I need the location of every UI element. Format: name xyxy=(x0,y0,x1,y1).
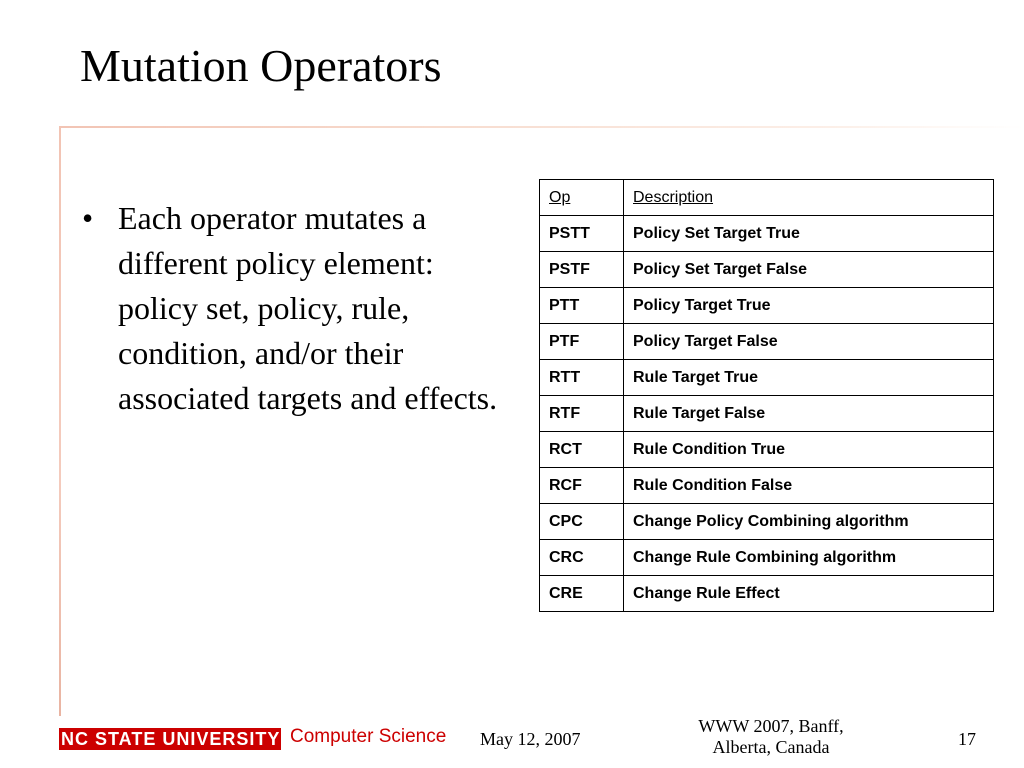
op-code: CPC xyxy=(540,504,624,540)
table-row xyxy=(540,432,994,468)
bullet-point xyxy=(82,196,512,421)
table-header-row xyxy=(540,180,994,216)
table-row xyxy=(540,360,994,396)
conference-line-1: WWW 2007, Banff, xyxy=(698,716,844,736)
op-description: Rule Condition False xyxy=(624,468,994,504)
op-code: RTF xyxy=(540,396,624,432)
op-description: Rule Condition True xyxy=(624,432,994,468)
op-code: PSTF xyxy=(540,252,624,288)
op-code: PSTT xyxy=(540,216,624,252)
table-row xyxy=(540,540,994,576)
op-description: Policy Set Target True xyxy=(624,216,994,252)
op-code: PTT xyxy=(540,288,624,324)
op-description: Rule Target False xyxy=(624,396,994,432)
footer-date: May 12, 2007 xyxy=(480,729,581,749)
title-divider xyxy=(60,126,1024,128)
table-row xyxy=(540,396,994,432)
table-row xyxy=(540,252,994,288)
left-rule xyxy=(59,126,61,716)
page-number: 17 xyxy=(958,729,976,749)
table-row xyxy=(540,216,994,252)
university-logo: NC STATE UNIVERSITY xyxy=(61,729,281,749)
op-description: Change Rule Effect xyxy=(624,576,994,612)
conference-info xyxy=(685,716,857,758)
header-description: Description xyxy=(624,180,994,216)
op-code: RCT xyxy=(540,432,624,468)
table-row xyxy=(540,324,994,360)
op-description: Policy Set Target False xyxy=(624,252,994,288)
op-description: Policy Target True xyxy=(624,288,994,324)
department-name: Computer Science xyxy=(290,726,447,747)
op-description: Rule Target True xyxy=(624,360,994,396)
table-row xyxy=(540,504,994,540)
operators-table xyxy=(539,179,994,612)
op-code: PTF xyxy=(540,324,624,360)
op-code: CRE xyxy=(540,576,624,612)
op-description: Change Policy Combining algorithm xyxy=(624,504,994,540)
header-op: Op xyxy=(540,180,624,216)
op-code: RCF xyxy=(540,468,624,504)
op-description: Policy Target False xyxy=(624,324,994,360)
table-row xyxy=(540,576,994,612)
conference-line-2: Alberta, Canada xyxy=(712,737,830,757)
op-code: RTT xyxy=(540,360,624,396)
bullet-text: Each operator mutates a different policy element: policy set, policy, rule, condition, and/or their associated targets and effects. xyxy=(118,200,498,416)
bullet-marker: • xyxy=(82,200,94,236)
slide-title: Mutation Operators xyxy=(80,40,442,91)
op-code: CRC xyxy=(540,540,624,576)
table-row xyxy=(540,288,994,324)
op-description: Change Rule Combining algorithm xyxy=(624,540,994,576)
table-row xyxy=(540,468,994,504)
